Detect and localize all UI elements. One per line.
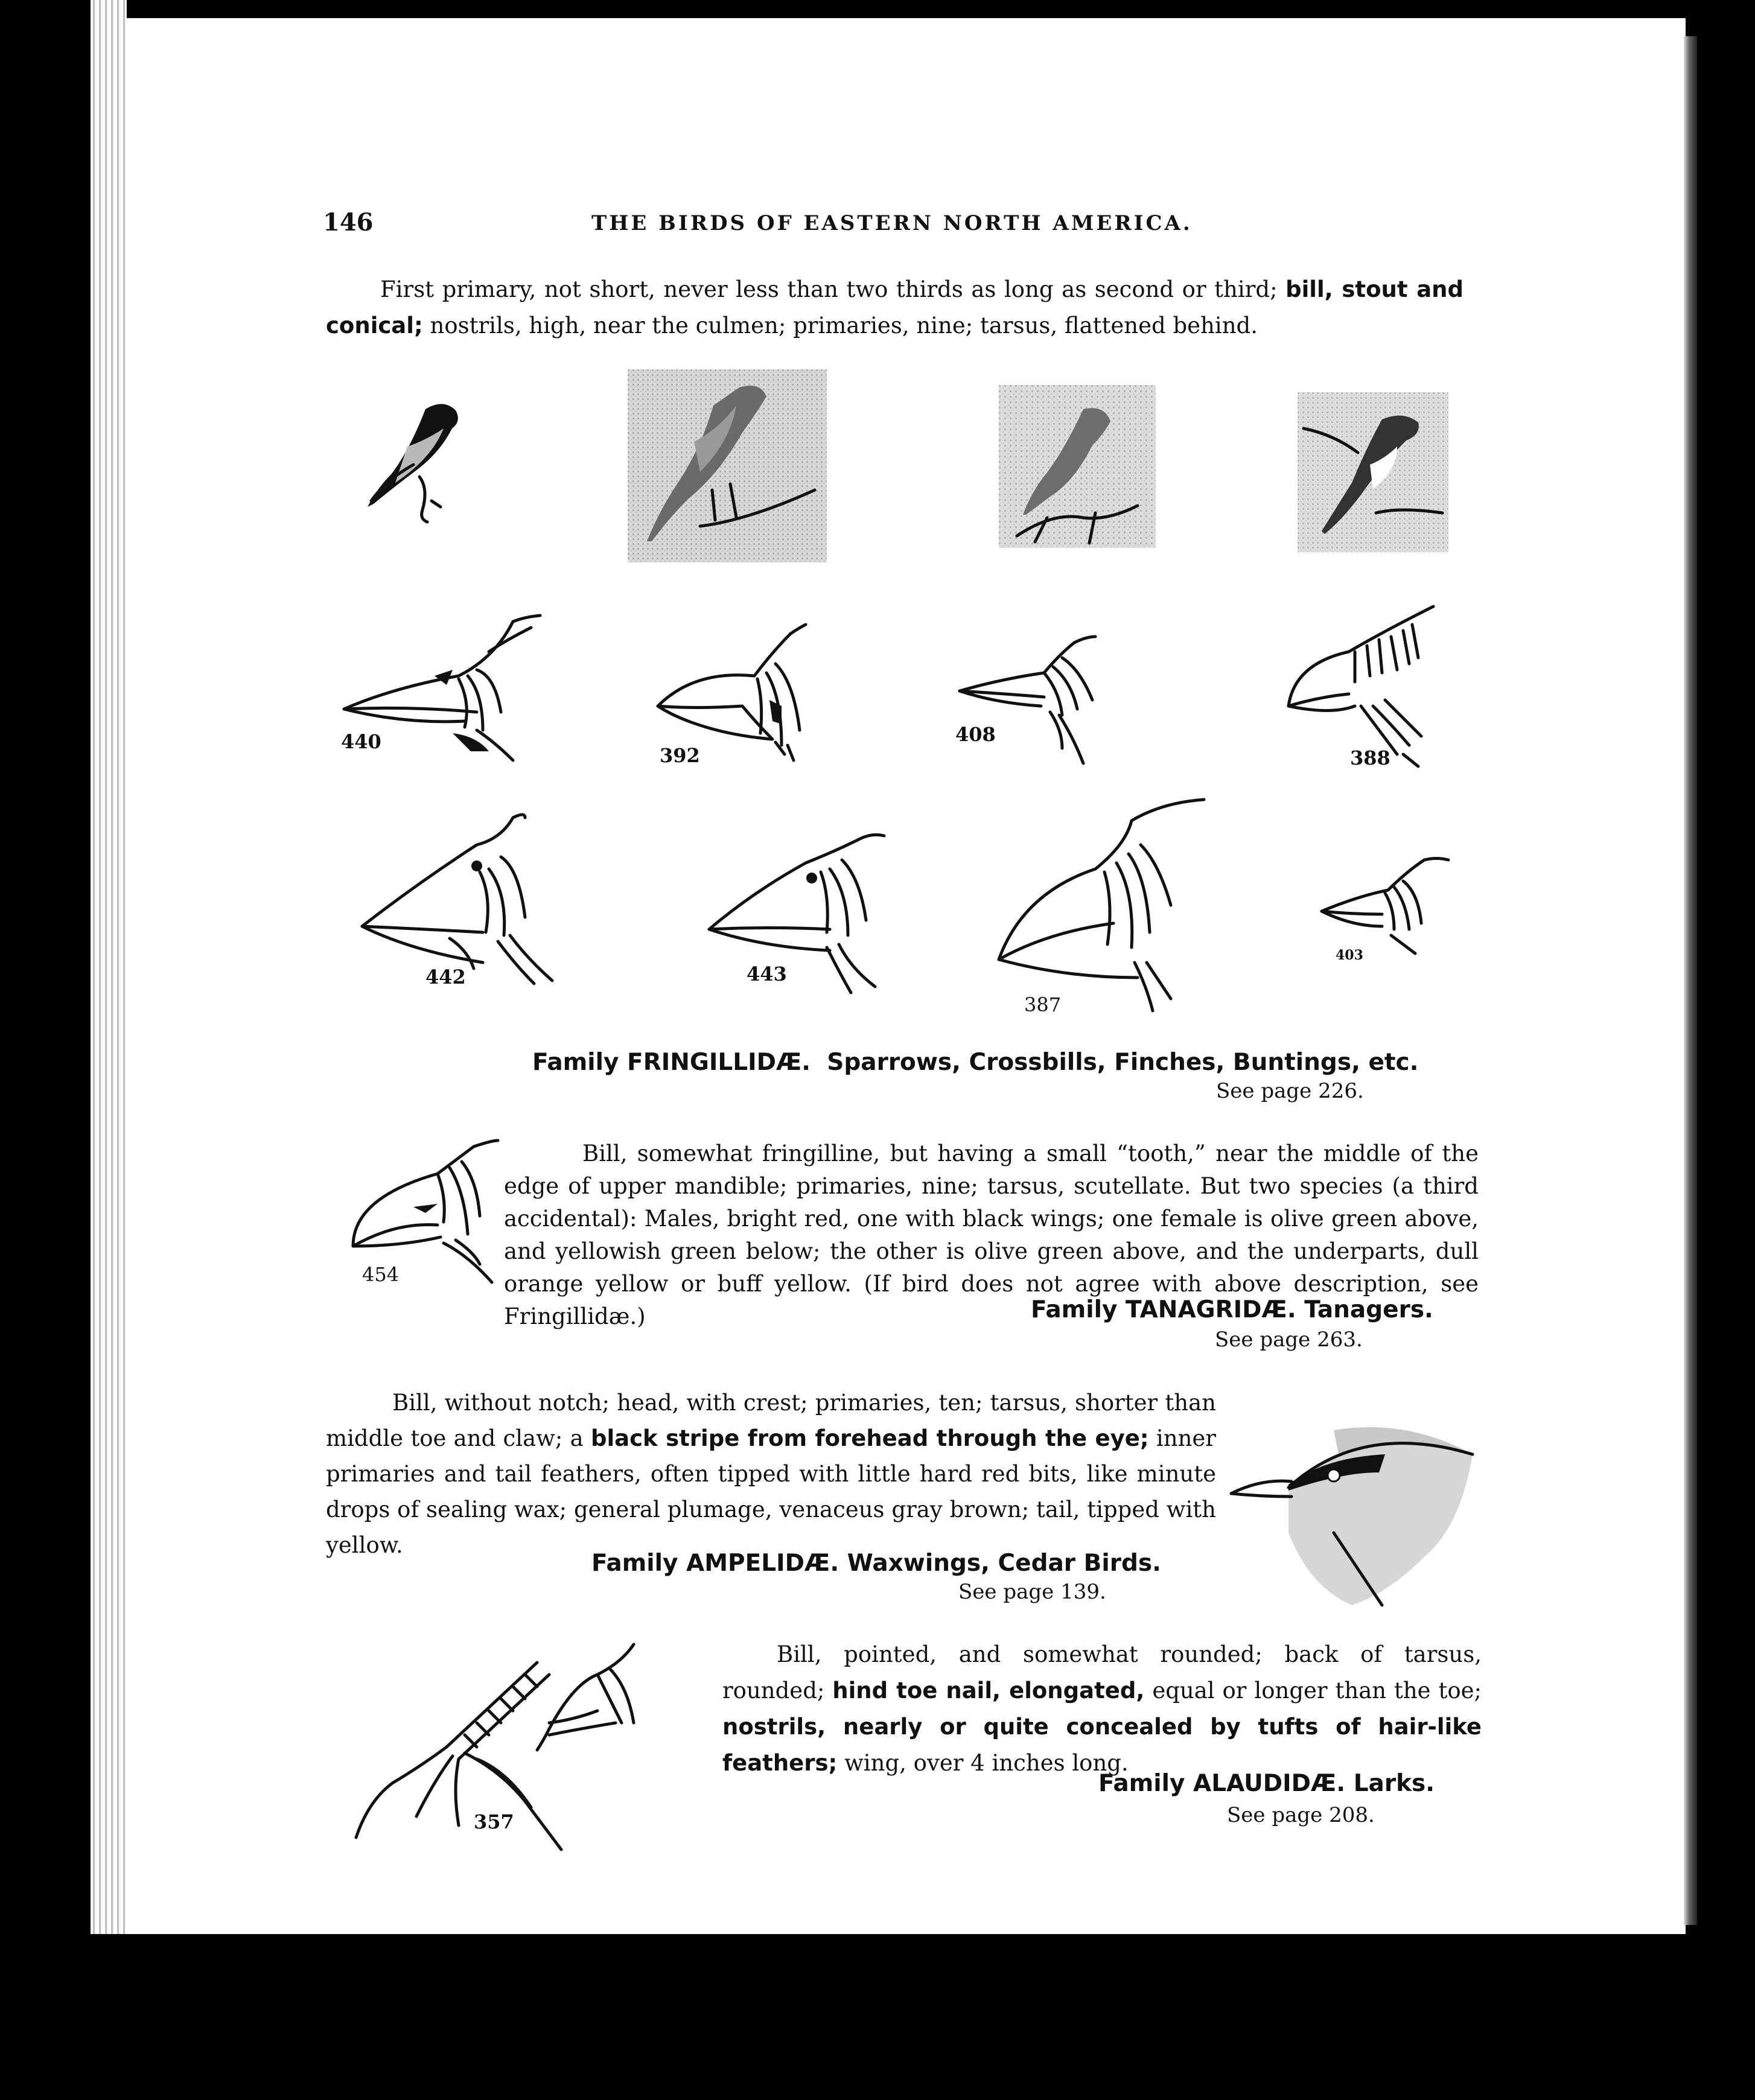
ampelidae-see-page: See page 139. (958, 1580, 1106, 1604)
intro-text-2: nostrils, high, near the culmen; primaries, nine; tarsus, flattened behind. (422, 313, 1258, 339)
tanagridae-see-page: See page 263. (1215, 1328, 1363, 1352)
fig-number-357: 357 (474, 1810, 514, 1833)
ampelidae-text-2: inner primaries and tail feathers, often tipped with little hard red bits, like minute drops of sealing wax; general plumage, venaceus gray brown; tail, tipped with yellow. (326, 1425, 1216, 1558)
ampelidae-text-1: Bill, without notch; head, with crest; primaries, ten; tarsus, shorter than middle toe and claw; a (326, 1390, 1216, 1451)
intro-paragraph (326, 272, 1464, 344)
finch-photo (999, 385, 1156, 548)
waxwing-head-illustration (1231, 1412, 1473, 1605)
fig-number-392: 392 (660, 744, 700, 767)
book-spine-shadow (1684, 36, 1697, 1925)
bill-figure-443 (706, 824, 899, 999)
alaudidae-see-page: See page 208. (1227, 1803, 1375, 1827)
bill-figure-388 (1282, 603, 1451, 766)
fig-number-388: 388 (1350, 746, 1390, 769)
fig-number-387: 387 (1024, 993, 1062, 1016)
fig-number-454: 454 (362, 1263, 400, 1286)
bill-figure-408 (954, 625, 1129, 769)
alaudidae-text-1: Bill, pointed, and somewhat rounded; back of tarsus, rounded; (722, 1641, 1482, 1704)
ampelidae-paragraph (326, 1385, 1216, 1563)
lark-foot-and-bill-illustration (356, 1638, 700, 1856)
alaudidae-paragraph (722, 1637, 1482, 1781)
tanagridae-paragraph: Bill, somewhat fringilline, but having a small “tooth,” near the middle of the edge of upper mandible; primaries, nine; tarsus, scutellate. But two species (a third accidental): Males, bright red, one with black wings; one female is olive green above, and yellowish green below; the other is olive green above, and the underparts, dull orange yellow or buff yellow. (If bird does not agree with above description, see Fringillidæ.) (504, 1141, 1479, 1329)
fig-number-403: 403 (1336, 947, 1363, 963)
scan-border-left (0, 0, 91, 2100)
family-fringillidae-name: Family FRINGILLIDÆ. (532, 1049, 811, 1076)
running-title: THE BIRDS OF EASTERN NORTH AMERICA. (591, 211, 1193, 235)
fringillidae-see-page: See page 226. (1216, 1079, 1364, 1103)
goldfinch-illustration (335, 392, 492, 537)
grosbeak-photo (1298, 392, 1448, 552)
family-tanagridae: Family TANAGRIDÆ. Tanagers. (1031, 1296, 1433, 1323)
page-number: 146 (323, 208, 374, 237)
fig-number-442: 442 (425, 966, 466, 988)
family-ampelidae: Family AMPELIDÆ. Waxwings, Cedar Birds. (591, 1550, 1161, 1577)
fig-number-408: 408 (955, 723, 996, 746)
intro-bold-bill: bill, stout and conical; (326, 276, 1464, 339)
fig-number-440: 440 (341, 730, 381, 753)
family-fringillidae (532, 1049, 1418, 1076)
alaudidae-bold-nostrils: nostrils, nearly or quite concealed by tufts of hair-like feathers; (722, 1714, 1482, 1776)
intro-text-1: First primary, not short, never less than two thirds as long as second or third; (380, 276, 1286, 302)
book-page-edges (91, 0, 127, 2100)
sparrow-photo (628, 369, 827, 562)
alaudidae-text-3: wing, over 4 inches long. (837, 1750, 1129, 1776)
alaudidae-text-2: equal or longer than the toe; (1144, 1678, 1482, 1704)
scan-border-bottom (0, 1934, 1755, 2100)
family-alaudidae: Family ALAUDIDÆ. Larks. (1098, 1770, 1435, 1797)
fig-number-443: 443 (747, 962, 787, 985)
family-fringillidae-common: Sparrows, Crossbills, Finches, Buntings, etc. (827, 1049, 1419, 1076)
alaudidae-bold-toe-nail: hind toe nail, elongated, (832, 1678, 1145, 1704)
ampelidae-bold-stripe: black stripe from forehead through the eye; (590, 1425, 1149, 1451)
scan-border-top (0, 0, 1755, 18)
